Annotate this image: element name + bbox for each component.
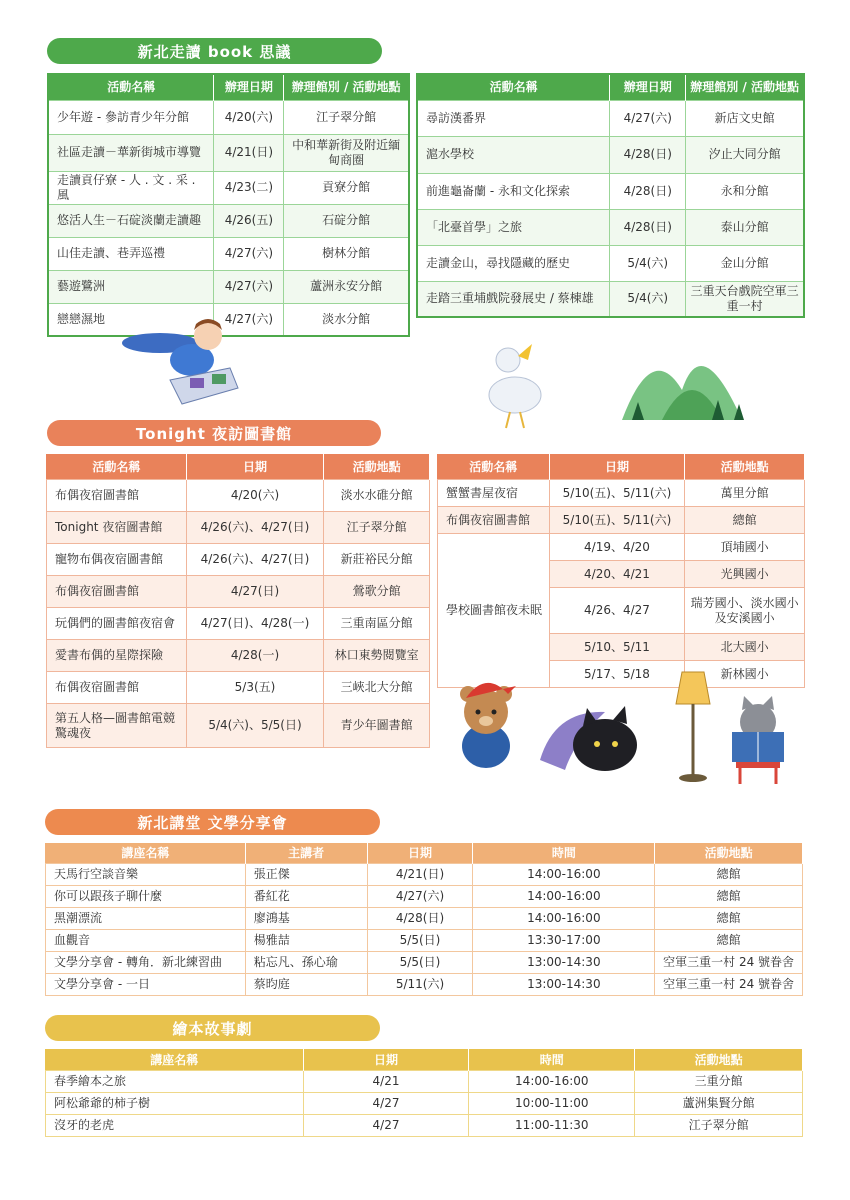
table-row: [417, 100, 804, 136]
table-header-row: [438, 455, 805, 480]
table-cell: 14:00-16:00: [473, 886, 655, 908]
bird-illustration: [470, 330, 580, 430]
table-cell: 蘆洲集賢分館: [635, 1093, 803, 1115]
header-venue: 活動地點: [324, 455, 430, 480]
header-time: 時間: [469, 1050, 635, 1071]
table-cell: 布偶夜宿圖書館: [47, 672, 187, 704]
header-lecture: 講座名稱: [46, 1050, 304, 1071]
school-event-name: 學校圖書館夜未眠: [438, 534, 550, 688]
table-cell: 淡水水碓分館: [324, 480, 430, 512]
table-cell: 11:00-11:30: [469, 1115, 635, 1137]
table-cell: 頂埔國小: [685, 534, 805, 561]
table-cell: 5/4(六): [610, 245, 686, 281]
table-cell: 4/26(六)、4/27(日): [186, 544, 324, 576]
table-cell: 總館: [685, 507, 805, 534]
table-cell: 江子翠分館: [284, 100, 409, 134]
table-cell: 4/20(六): [214, 100, 284, 134]
table-cell: 布偶夜宿圖書館: [47, 480, 187, 512]
table-row: [46, 1071, 803, 1093]
table-cell: 寵物布偶夜宿圖書館: [47, 544, 187, 576]
table-row: [438, 507, 805, 534]
table-cell: 布偶夜宿圖書館: [47, 576, 187, 608]
tonight-table-right: [437, 454, 805, 688]
table-cell: 4/27: [303, 1115, 469, 1137]
section-banner-tonight: Tonight 夜訪圖書館: [47, 420, 381, 446]
header-date: 日期: [549, 455, 685, 480]
table-header-row: [46, 844, 803, 864]
table-row: [47, 640, 430, 672]
table-cell: 4/27: [303, 1093, 469, 1115]
table-cell: 4/27(六): [610, 100, 686, 136]
header-lecture: 講座名稱: [46, 844, 246, 864]
table-cell: 少年遊 - 參訪青少年分館: [48, 100, 214, 134]
table-cell: 萬里分館: [685, 480, 805, 507]
table-row: [417, 281, 804, 317]
table-cell: 三重南區分館: [324, 608, 430, 640]
table-cell: 番紅花: [245, 886, 367, 908]
table-cell: 泰山分館: [686, 209, 804, 245]
table-cell: 4/21(日): [214, 134, 284, 171]
table-row: [46, 1093, 803, 1115]
table-cell: 5/3(五): [186, 672, 324, 704]
table-cell: 金山分館: [686, 245, 804, 281]
table-cell: 5/17、5/18: [549, 661, 685, 688]
table-cell: 貢寮分館: [284, 171, 409, 204]
table-cell: 4/28(日): [610, 209, 686, 245]
table-row: [46, 930, 803, 952]
table-cell: 廖鴻基: [245, 908, 367, 930]
table-cell: 前進龜崙蘭 - 永和文化探索: [417, 173, 610, 209]
table-cell: 蔡昀庭: [245, 974, 367, 996]
table-cell: 4/27(六): [367, 886, 473, 908]
table-cell: 4/28(日): [610, 173, 686, 209]
table-row: [47, 608, 430, 640]
table-cell: 4/26(五): [214, 204, 284, 237]
table-cell: 三峽北大分館: [324, 672, 430, 704]
table-cell: 13:00-14:30: [473, 952, 655, 974]
table-cell: 林口東勢閱覽室: [324, 640, 430, 672]
table-cell: 走讀貢仔寮 - 人 . 文 . 采 . 風: [48, 171, 214, 204]
header-venue: 辦理館別 / 活動地點: [284, 74, 409, 100]
table-cell: 空軍三重一村 24 號眷舍: [655, 952, 803, 974]
table-row: [438, 480, 805, 507]
table-cell: 血觀音: [46, 930, 246, 952]
table-cell: 5/11(六): [367, 974, 473, 996]
book-activity-table-right: [416, 73, 805, 318]
table-cell: 粘忘凡、孫心瑜: [245, 952, 367, 974]
lecture-table: [45, 843, 803, 996]
header-date: 日期: [367, 844, 473, 864]
table-cell: 蘆洲永安分館: [284, 270, 409, 303]
table-row: [47, 704, 430, 748]
section-banner-book: 新北走讀 book 思議: [47, 38, 382, 64]
table-cell: 總館: [655, 886, 803, 908]
table-row: [438, 534, 805, 561]
table-header-row: [47, 455, 430, 480]
table-cell: 第五人格—圖書館電競驚魂夜: [47, 704, 187, 748]
table-cell: 4/27(日)、4/28(一): [186, 608, 324, 640]
table-cell: 尋訪漢番界: [417, 100, 610, 136]
table-cell: 4/20、4/21: [549, 561, 685, 588]
table-cell: 5/5(日): [367, 930, 473, 952]
table-header-row: [417, 74, 804, 100]
table-row: [47, 544, 430, 576]
table-cell: 江子翠分館: [635, 1115, 803, 1137]
table-row: [48, 204, 409, 237]
table-cell: 石碇分館: [284, 204, 409, 237]
header-date: 辦理日期: [214, 74, 284, 100]
table-row: [47, 480, 430, 512]
table-cell: 新林國小: [685, 661, 805, 688]
table-cell: 4/28(一): [186, 640, 324, 672]
table-cell: 4/27(六): [214, 303, 284, 336]
table-cell: 14:00-16:00: [473, 864, 655, 886]
table-row: [48, 100, 409, 134]
table-cell: 5/10(五)、5/11(六): [549, 507, 685, 534]
table-cell: 戀戀濕地: [48, 303, 214, 336]
table-cell: 總館: [655, 864, 803, 886]
table-cell: 玩偶們的圖書館夜宿會: [47, 608, 187, 640]
table-cell: 4/19、4/20: [549, 534, 685, 561]
picturebook-table: [45, 1049, 803, 1137]
table-row: [48, 171, 409, 204]
table-row: [47, 576, 430, 608]
table-cell: 北大國小: [685, 634, 805, 661]
table-cell: 悠活人生－石碇淡蘭走讀趣: [48, 204, 214, 237]
table-cell: 4/20(六): [186, 480, 324, 512]
table-cell: 5/4(六): [610, 281, 686, 317]
table-row: [417, 209, 804, 245]
black-cat-illustration: [535, 700, 645, 785]
table-cell: 「北臺首學」之旅: [417, 209, 610, 245]
table-cell: 總館: [655, 908, 803, 930]
table-cell: 黑潮漂流: [46, 908, 246, 930]
table-cell: 4/21: [303, 1071, 469, 1093]
table-cell: 春季繪本之旅: [46, 1071, 304, 1093]
table-cell: 5/10(五)、5/11(六): [549, 480, 685, 507]
header-speaker: 主講者: [245, 844, 367, 864]
header-time: 時間: [473, 844, 655, 864]
table-header-row: [48, 74, 409, 100]
table-cell: 青少年圖書館: [324, 704, 430, 748]
table-cell: 瑞芳國小、淡水國小及安溪國小: [685, 588, 805, 634]
table-cell: 三重分館: [635, 1071, 803, 1093]
table-cell: 文學分享會 - 一日: [46, 974, 246, 996]
table-cell: 新店文史館: [686, 100, 804, 136]
table-cell: 楊雅喆: [245, 930, 367, 952]
table-cell: 5/5(日): [367, 952, 473, 974]
table-cell: 10:00-11:00: [469, 1093, 635, 1115]
table-cell: 空軍三重一村 24 號眷舍: [655, 974, 803, 996]
table-cell: 鶯歌分館: [324, 576, 430, 608]
table-cell: Tonight 夜宿圖書館: [47, 512, 187, 544]
table-cell: 13:00-14:30: [473, 974, 655, 996]
table-cell: 你可以跟孩子聊什麼: [46, 886, 246, 908]
table-cell: 永和分館: [686, 173, 804, 209]
header-activity: 活動名稱: [47, 455, 187, 480]
table-cell: 社區走讀－華新街城市導覽: [48, 134, 214, 171]
header-activity: 活動名稱: [438, 455, 550, 480]
table-cell: 4/26(六)、4/27(日): [186, 512, 324, 544]
table-row: [46, 952, 803, 974]
table-cell: 滬水學校: [417, 136, 610, 173]
book-activity-table-left: [47, 73, 410, 337]
table-cell: 阿松爺爺的柿子樹: [46, 1093, 304, 1115]
table-cell: 沒牙的老虎: [46, 1115, 304, 1137]
table-cell: 文學分享會 - 轉角．新北練習曲: [46, 952, 246, 974]
table-cell: 總館: [655, 930, 803, 952]
reading-boy-illustration: [120, 308, 250, 408]
reading-cat-illustration: [720, 696, 795, 786]
header-venue: 活動地點: [685, 455, 805, 480]
table-cell: 山佳走讀、巷弄巡禮: [48, 237, 214, 270]
floor-lamp-illustration: [668, 668, 718, 783]
tonight-table-left: [46, 454, 430, 748]
table-header-row: [46, 1050, 803, 1071]
table-cell: 4/21(日): [367, 864, 473, 886]
table-cell: 中和華新街及附近緬甸商圈: [284, 134, 409, 171]
table-cell: 4/27(六): [214, 237, 284, 270]
table-cell: 愛書布偶的星際探險: [47, 640, 187, 672]
header-venue: 活動地點: [635, 1050, 803, 1071]
table-cell: 走讀金山，尋找隱藏的歷史: [417, 245, 610, 281]
table-cell: 布偶夜宿圖書館: [438, 507, 550, 534]
table-cell: 4/27(六): [214, 270, 284, 303]
table-cell: 13:30-17:00: [473, 930, 655, 952]
header-activity: 活動名稱: [48, 74, 214, 100]
table-row: [46, 886, 803, 908]
table-row: [417, 136, 804, 173]
mountains-illustration: [612, 330, 752, 425]
section-banner-picturebook: 繪本故事劇: [45, 1015, 380, 1041]
table-cell: 汐止大同分館: [686, 136, 804, 173]
header-date: 日期: [303, 1050, 469, 1071]
table-cell: 4/26、4/27: [549, 588, 685, 634]
table-cell: 4/27(日): [186, 576, 324, 608]
table-cell: 張正傑: [245, 864, 367, 886]
header-venue: 辦理館別 / 活動地點: [686, 74, 804, 100]
table-cell: 4/23(二): [214, 171, 284, 204]
table-row: [48, 270, 409, 303]
table-cell: 淡水分館: [284, 303, 409, 336]
table-row: [47, 672, 430, 704]
table-row: [46, 974, 803, 996]
table-cell: 新莊裕民分館: [324, 544, 430, 576]
section-banner-lecture: 新北講堂 文學分享會: [45, 809, 380, 835]
table-row: [46, 908, 803, 930]
table-cell: 14:00-16:00: [469, 1071, 635, 1093]
table-cell: 走踏三重埔戲院發展史 / 蔡棟雄: [417, 281, 610, 317]
table-row: [417, 245, 804, 281]
table-row: [48, 134, 409, 171]
header-venue: 活動地點: [655, 844, 803, 864]
table-row: [48, 237, 409, 270]
table-cell: 5/4(六)、5/5(日): [186, 704, 324, 748]
table-cell: 4/28(日): [367, 908, 473, 930]
table-cell: 14:00-16:00: [473, 908, 655, 930]
table-cell: 三重天台戲院空軍三重一村: [686, 281, 804, 317]
table-cell: 蟹蟹書屋夜宿: [438, 480, 550, 507]
table-cell: 光興國小: [685, 561, 805, 588]
header-date: 辦理日期: [610, 74, 686, 100]
table-row: [46, 864, 803, 886]
table-cell: 5/10、5/11: [549, 634, 685, 661]
teddy-bear-illustration: [446, 676, 526, 771]
table-row: [47, 512, 430, 544]
table-row: [46, 1115, 803, 1137]
table-cell: 藝遊鷺洲: [48, 270, 214, 303]
table-row: [417, 173, 804, 209]
table-cell: 江子翠分館: [324, 512, 430, 544]
header-activity: 活動名稱: [417, 74, 610, 100]
table-cell: 天馬行空談音樂: [46, 864, 246, 886]
table-cell: 4/28(日): [610, 136, 686, 173]
header-date: 日期: [186, 455, 324, 480]
table-cell: 樹林分館: [284, 237, 409, 270]
